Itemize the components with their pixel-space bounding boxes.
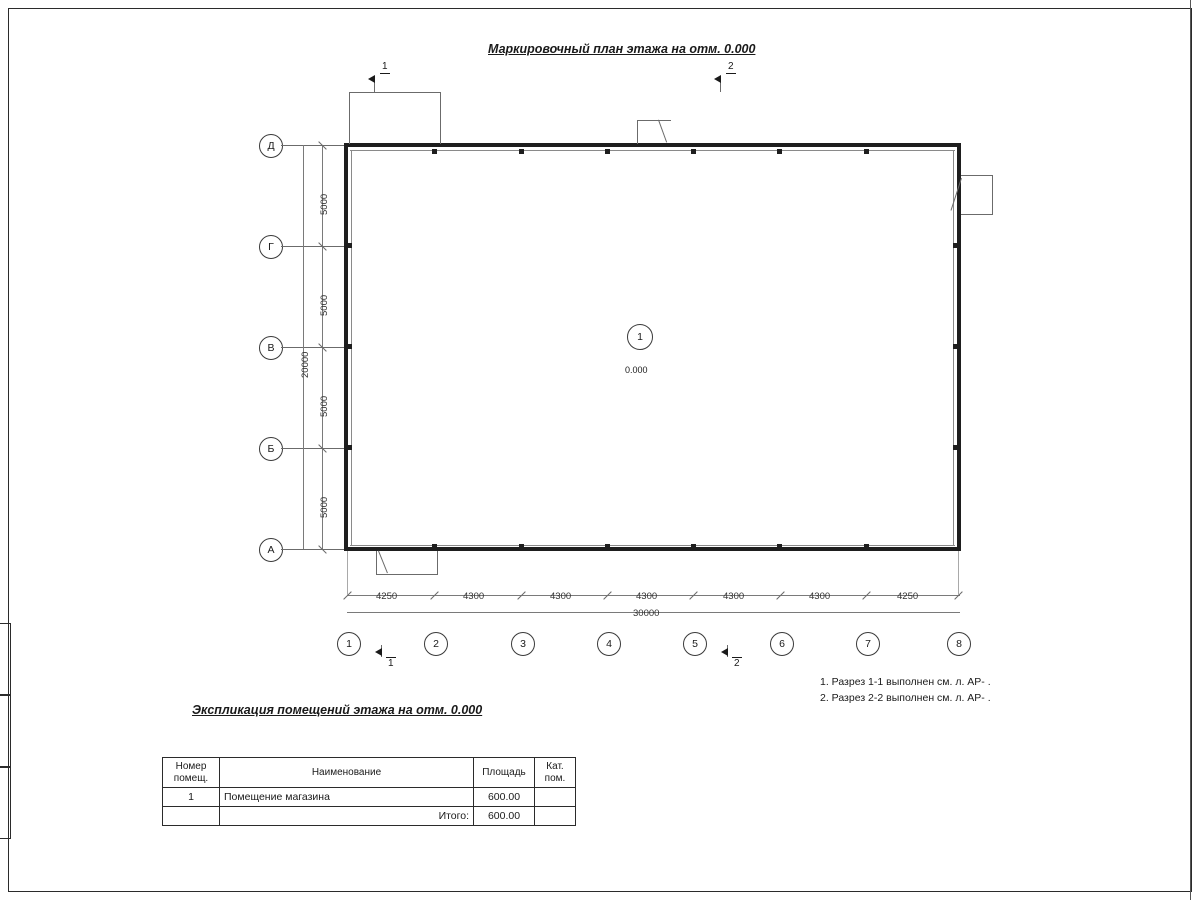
vdim-total-line [303,145,304,549]
axis-leader-g [281,246,344,247]
axis-leader-a [281,549,344,550]
plan-title: Маркировочный план этажа на отм. 0.000 [488,42,756,56]
entrance-box-top [349,92,441,93]
column-marker [691,544,696,549]
column-marker [864,544,869,549]
column-marker [953,344,958,349]
axis-bubble-v: В [259,336,283,360]
hdim-value: 4300 [550,591,572,602]
hdim-ext-line [347,551,348,595]
room-number-bubble: 1 [627,324,653,350]
cell-number: 1 [163,788,220,807]
hdim-value: 4250 [376,591,398,602]
column-marker [432,544,437,549]
cell-category [535,788,576,807]
axis-bubble-3: 3 [511,632,535,656]
axis-bubble-d: Д [259,134,283,158]
column-marker [777,149,782,154]
left-stub-1 [0,623,11,695]
section-mark-2-bottom-arrow [721,648,728,656]
section-mark-2-top-arrow [714,75,721,83]
axis-bubble-g: Г [259,235,283,259]
hdim-value: 4300 [636,591,658,602]
room-level-label: 0.000 [625,365,648,375]
axis-bubble-4: 4 [597,632,621,656]
entrance-box4-right [437,551,438,575]
table-total-row [163,807,576,826]
axis-leader-v [281,347,344,348]
section-mark-1-bottom: 1 [388,658,394,669]
axis-bubble-b: Б [259,437,283,461]
cell-total-label: Итого: [220,807,474,826]
vdim-value: 5000 [319,294,330,316]
column-marker [605,544,610,549]
cell-total-area: 600.00 [474,807,535,826]
column-marker [347,445,352,450]
axis-leader-d [281,145,344,146]
column-marker [605,149,610,154]
table-header-row [163,758,576,788]
entrance-box2-left [637,120,638,144]
axis-bubble-1: 1 [337,632,361,656]
section-mark-1-top-arrow [368,75,375,83]
header-number-line2: помещ. [173,772,209,784]
hdim-value: 4300 [463,591,485,602]
axis-leader-b [281,448,344,449]
entrance-box4-left [376,551,377,575]
axis-bubble-5: 5 [683,632,707,656]
vdim-total-value: 20000 [300,351,311,378]
hdim-value: 4300 [809,591,831,602]
header-number-line1: Номер [175,761,207,772]
axis-bubble-a: А [259,538,283,562]
hdim-value: 4300 [723,591,745,602]
header-name: Наименование [220,758,474,788]
hdim-ext-line [958,551,959,595]
vdim-value: 5000 [319,193,330,215]
vdim-value: 5000 [319,395,330,417]
note-line-1: 1. Разрез 1-1 выполнен см. л. АР- . [820,676,991,688]
cell-total-category [535,807,576,826]
column-marker [519,149,524,154]
entrance-box3-top [961,175,993,176]
header-area: Площадь [474,758,535,788]
column-marker [777,544,782,549]
header-category [535,758,576,788]
cell-area: 600.00 [474,788,535,807]
entrance-box-left [349,92,350,144]
section-mark-1-bottom-arrow [375,648,382,656]
axis-bubble-2: 2 [424,632,448,656]
wall-top [344,143,961,147]
explication-table [162,757,576,826]
note-line-2: 2. Разрез 2-2 выполнен см. л. АР- . [820,692,991,704]
column-marker [519,544,524,549]
entrance-box3-right [992,175,993,215]
header-number [163,758,220,788]
sheet-right-margin [1190,0,1200,900]
section-mark-1-top: 1 [382,61,388,72]
entrance-box4-bottom [376,574,438,575]
cell-total-spacer [163,807,220,826]
column-marker [953,445,958,450]
section-mark-2-bottom: 2 [734,658,740,669]
left-stub-2 [0,695,11,767]
hdim-value: 4250 [897,591,919,602]
axis-bubble-8: 8 [947,632,971,656]
explication-title: Экспликация помещений этажа на отм. 0.000 [192,703,483,717]
hdim-total-value: 30000 [633,608,660,619]
entrance-box-right [440,92,441,144]
column-marker [864,149,869,154]
column-marker [347,344,352,349]
header-category-line1: Кат. [546,761,564,772]
cell-name: Помещение магазина [220,788,474,807]
entrance-box2-top [637,120,671,121]
axis-bubble-6: 6 [770,632,794,656]
column-marker [953,243,958,248]
axis-bubble-7: 7 [856,632,880,656]
table-row [163,788,576,807]
entrance-box3-bottom [961,214,993,215]
vdim-value: 5000 [319,496,330,518]
header-category-line2: пом. [544,772,566,784]
column-marker [347,243,352,248]
section-mark-2-top: 2 [728,61,734,72]
column-marker [691,149,696,154]
column-marker [432,149,437,154]
left-stub-3 [0,767,11,839]
